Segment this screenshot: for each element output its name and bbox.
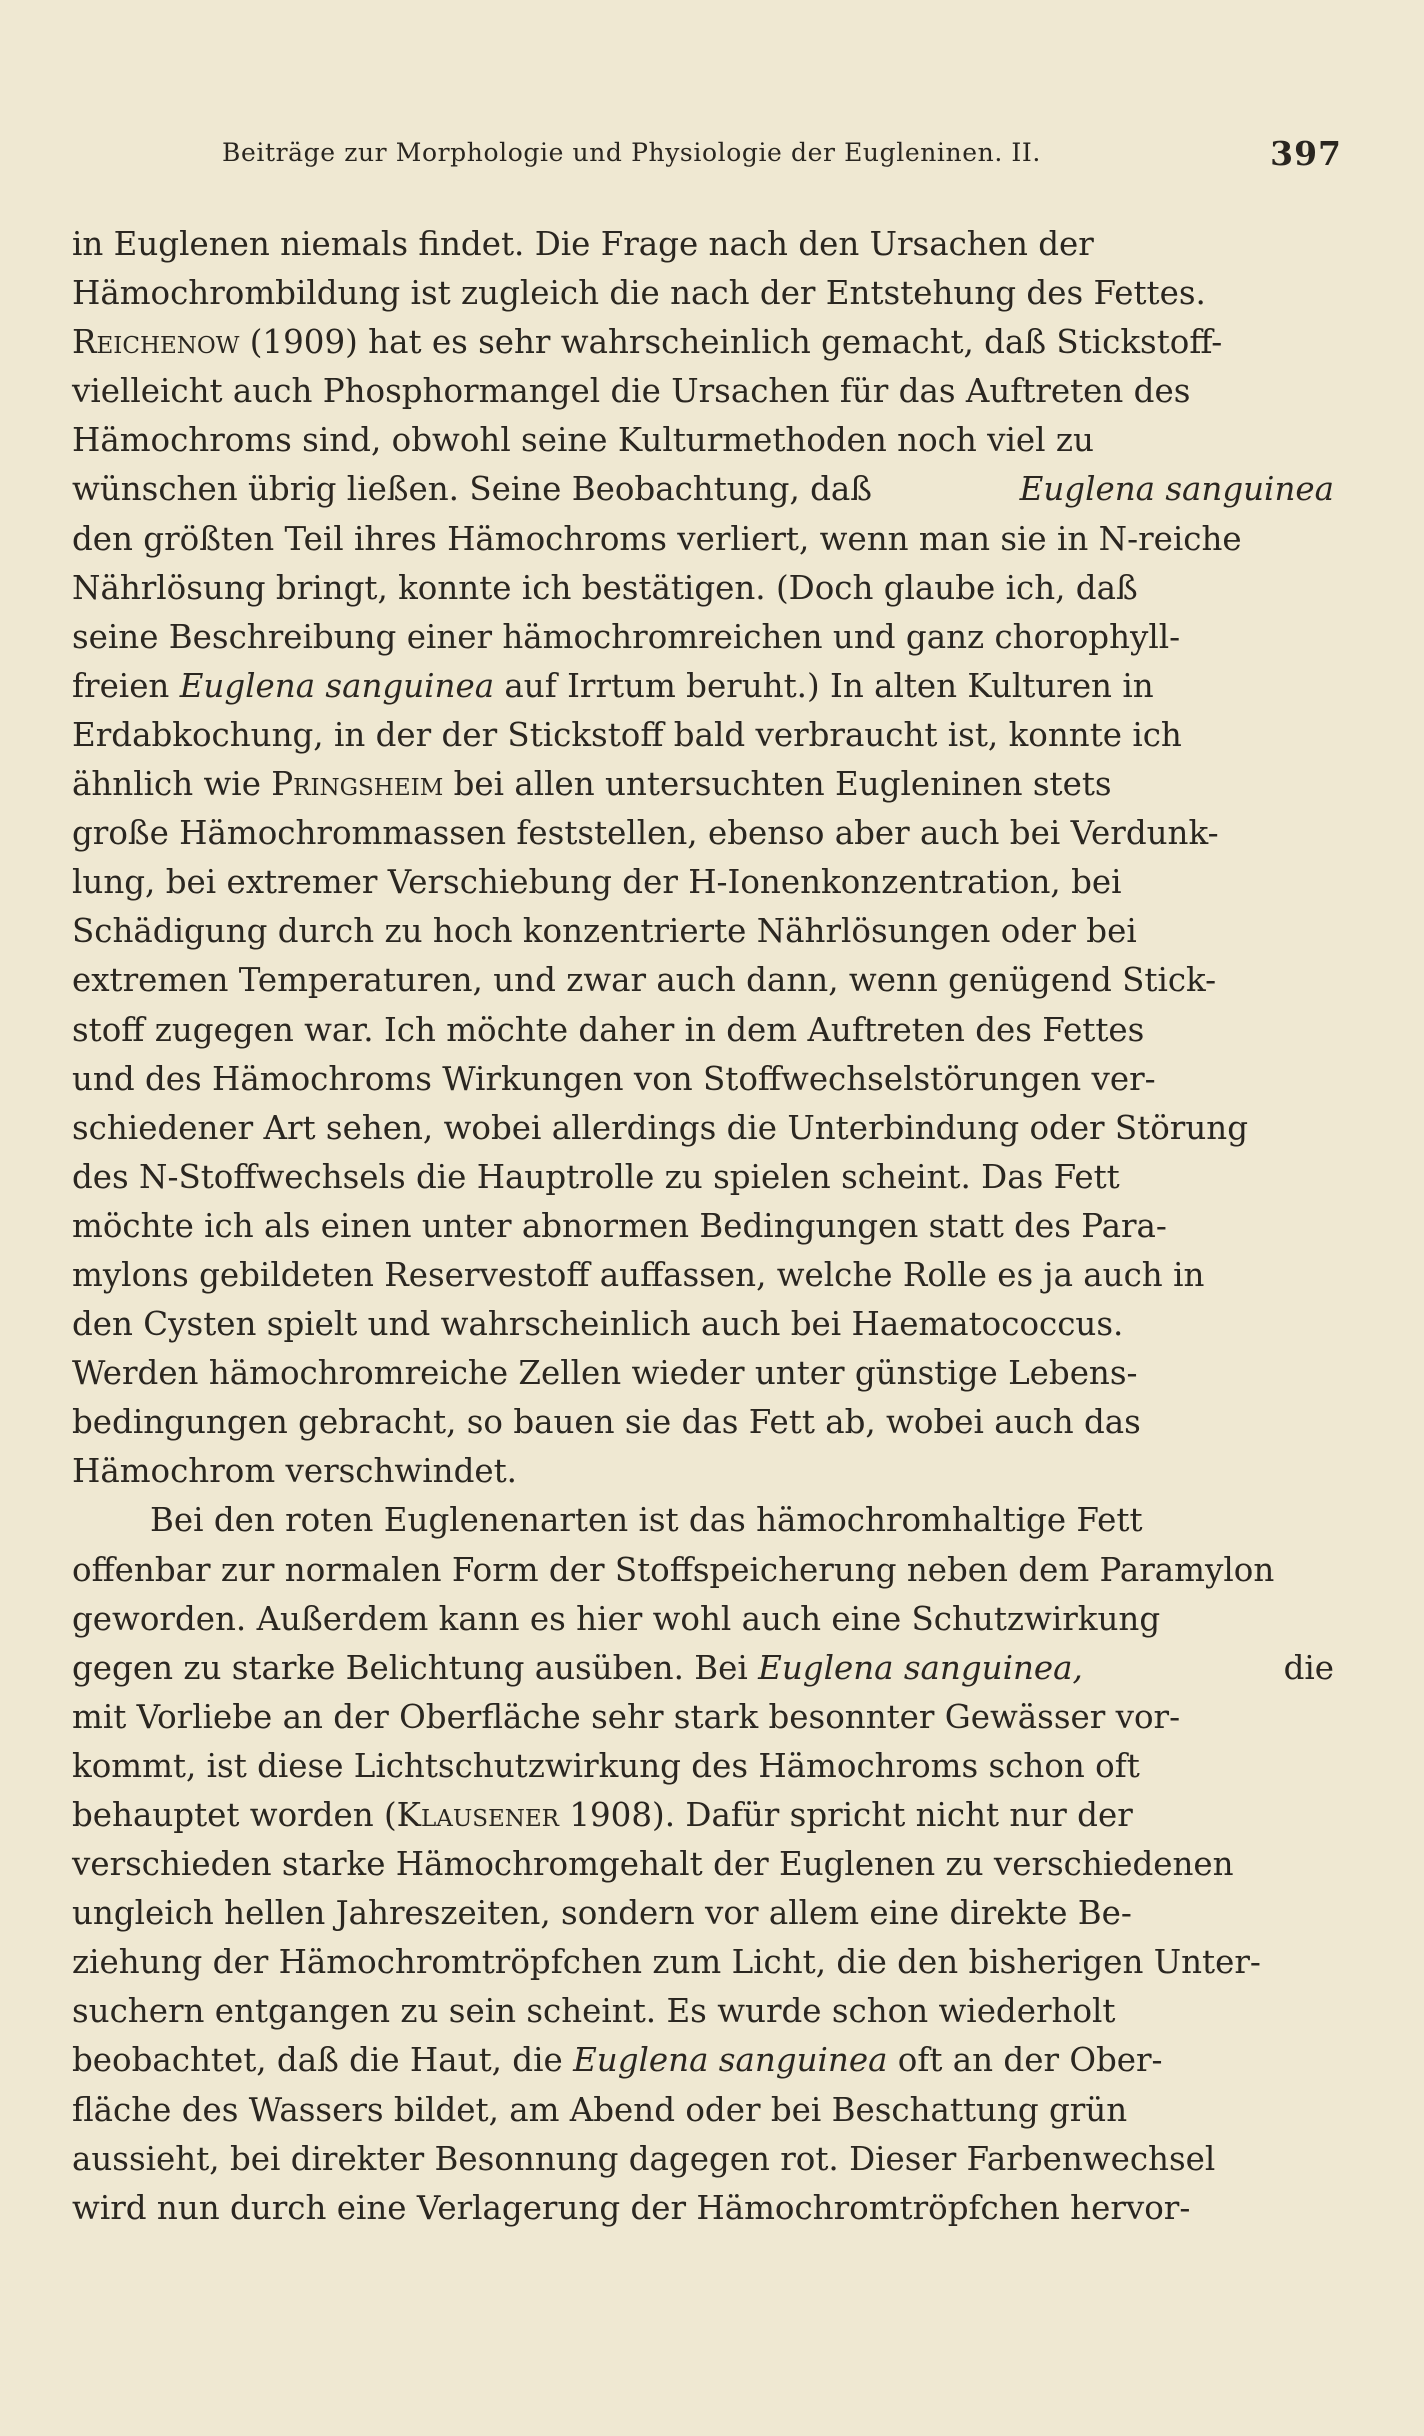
text-span: oft an der Ober- [887,2041,1163,2080]
page-header [222,134,1342,178]
text-line: aussieht, bei direkter Besonnung dagegen rot. Dieser Farbenwechsel [72,2139,1216,2178]
text-line: seine Beschreibung einer hämochromreichen und ganz chorophyll- [72,617,1181,656]
text-line: und des Hämochroms Wirkungen von Stoffwechselstörungen ver- [72,1059,1156,1098]
text-line [72,760,1334,809]
text-line: den Cysten spielt und wahrscheinlich auch bei Haematococcus. [72,1305,1124,1344]
text-line: in Euglenen niemals findet. Die Frage nach den Ursachen der [72,225,1094,263]
text-span: behauptet worden ( [72,1796,397,1834]
text-line: verschieden starke Hämochromgehalt der Euglenen zu verschiedenen [72,1845,1234,1884]
text-line [72,1791,1334,1840]
text-line: des N-Stoffwechsels die Hauptrolle zu spielen scheint. Das Fett [72,1157,1120,1196]
text-line: suchern entgangen zu sein scheint. Es wurde schon wiederholt [72,1992,1116,2031]
text-line [72,1644,1334,1693]
text-span: freien [72,666,180,705]
text-line: Bei den roten Euglenenarten ist das hämochromhaltige Fett [150,1501,1143,1540]
text-line: mit Vorliebe an der Oberfläche sehr stark besonnter Gewässer vor- [72,1697,1181,1736]
text-span: ähnlich wie [72,765,272,804]
text-line [72,662,1334,711]
text-span: 1908). Dafür spricht nicht nur der [559,1796,1133,1834]
text-span: wünschen übrig ließen. Seine Beobachtung, daß [72,470,873,509]
text-line: lung, bei extremer Verschiebung der H-Ionenkonzentration, bei [72,863,1122,902]
text-line: stoff zugegen war. Ich möchte daher in dem Auftreten des Fettes [72,1010,1145,1049]
text-line: ziehung der Hämochromtröpfchen zum Licht, die den bisherigen Unter- [72,1943,1261,1982]
text-span: bei allen untersuchten Eugleninen stets [443,765,1112,804]
text-line: Hämochrombildung ist zugleich die nach der Entstehung des Fettes. [72,274,1206,313]
text-line: möchte ich als einen unter abnormen Bedingungen statt des Para- [72,1206,1167,1245]
text-line: wird nun durch eine Verlagerung der Hämochromtröpfchen hervor- [72,2188,1191,2227]
text-line: Schädigung durch zu hoch konzentrierte Nährlösungen oder bei [72,912,1137,951]
species-name: Euglena sanguinea, [758,1648,1083,1687]
author-name: Klausener [396,1796,559,1834]
author-name: Pringsheim [271,765,444,804]
text-line: ungleich hellen Jahreszeiten, sondern vor allem eine direkte Be- [72,1894,1132,1933]
text-line: bedingungen gebracht, so bauen sie das Fett ab, wobei auch das [72,1403,1141,1442]
text-span: beobachtet, daß die Haut, die [72,2041,574,2080]
text-line: Nährlösung bringt, konnte ich bestätigen. (Doch glaube ich, daß [72,568,1138,607]
running-head: Beiträge zur Morphologie und Physiologie der Eugleninen. II. [222,138,1041,167]
page-number: 397 [1270,134,1342,173]
text-span: (1909) hat es sehr wahrscheinlich gemacht, daß Stickstoff- [239,323,1223,362]
species-name: Euglena sanguinea [179,666,495,705]
text-line: große Hämochrommassen feststellen, ebenso aber auch bei Verdunk- [72,814,1219,853]
species-name: Euglena sanguinea [573,2041,888,2080]
author-name: Reichenow [72,323,240,362]
text-line: extremen Temperaturen, und zwar auch dann, wenn genügend Stick- [72,961,1217,1000]
text-line [72,465,1334,514]
text-line: Hämochroms sind, obwohl seine Kulturmethoden noch viel zu [72,421,1094,460]
text-span: auf Irrtum beruht.) In alten Kulturen in [494,666,1154,705]
body-text [72,220,1334,2233]
text-line: Hämochrom verschwindet. [72,1452,518,1491]
text-line: vielleicht auch Phosphormangel die Ursachen für das Auftreten des [72,372,1191,411]
text-line [72,2036,1334,2085]
species-name: Euglena sanguinea [1019,470,1334,509]
text-line: mylons gebildeten Reservestoff auffassen, welche Rolle es ja auch in [72,1255,1205,1294]
text-line: kommt, ist diese Lichtschutzwirkung des Hämochroms schon oft [72,1746,1140,1785]
text-line: offenbar zur normalen Form der Stoffspeicherung neben dem Paramylon [72,1550,1275,1589]
text-line: Erdabkochung, in der der Stickstoff bald verbraucht ist, konnte ich [72,715,1182,754]
text-line: schiedener Art sehen, wobei allerdings die Unterbindung oder Störung [72,1108,1249,1147]
text-line: geworden. Außerdem kann es hier wohl auch eine Schutzwirkung [72,1599,1161,1638]
text-line [72,318,1334,367]
text-line: Werden hämochromreiche Zellen wieder unter günstige Lebens- [72,1354,1138,1393]
text-span: die [1283,1648,1334,1687]
text-line: fläche des Wassers bildet, am Abend oder bei Beschattung grün [72,2090,1128,2129]
text-line: den größten Teil ihres Hämochroms verliert, wenn man sie in N-reiche [72,519,1242,558]
text-span: gegen zu starke Belichtung ausüben. Bei [72,1648,759,1687]
